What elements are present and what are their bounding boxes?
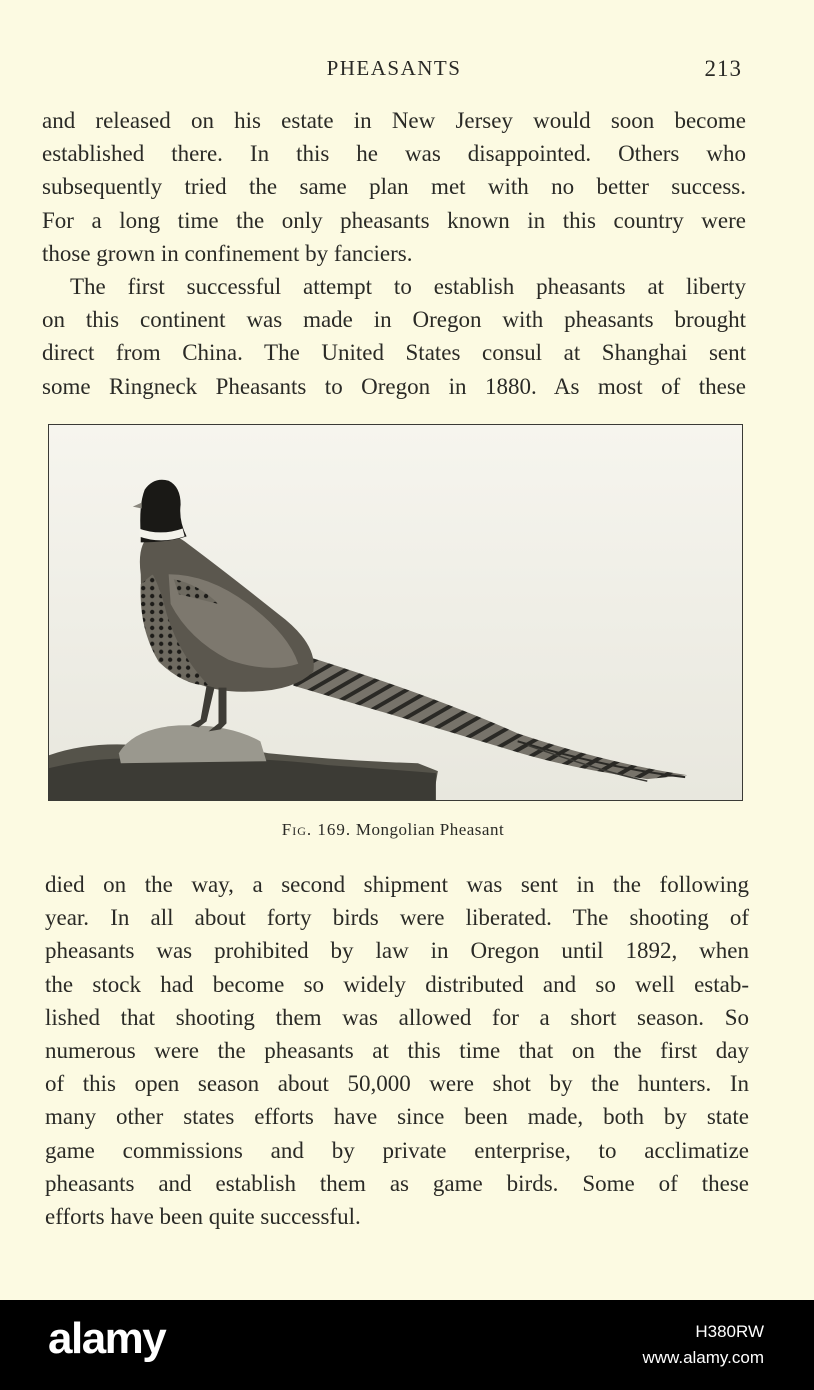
paragraph-2: [42, 270, 746, 403]
text-line: pheasants was prohibited by law in Oregon until 1892, when: [45, 938, 749, 964]
page-header: [42, 56, 746, 86]
text-line: of this open season about 50,000 were shot by the hunters. In: [45, 1071, 749, 1097]
text-line: and released on his estate in New Jersey would soon become: [42, 108, 746, 133]
site-url: www.alamy.com: [642, 1348, 764, 1367]
figure-label: Fig. 169.: [281, 820, 352, 839]
paragraph-3: [45, 868, 749, 1233]
text-line: lished that shooting them was allowed for a short season. So: [45, 1004, 749, 1030]
text-line: The first successful attempt to establish pheasants at liberty: [70, 274, 746, 299]
text-line: established there. In this he was disappointed. Others who: [42, 141, 746, 167]
text-line: For a long time the only pheasants known in this country were: [42, 207, 746, 233]
text-line: numerous were the pheasants at this time that on the first day: [45, 1038, 749, 1064]
image-id: H380RW: [695, 1322, 764, 1341]
watermark-bar: [0, 1300, 814, 1390]
text-line: some Ringneck Pheasants to Oregon in 1880. As most of these: [42, 373, 746, 399]
alamy-logo: alamy: [48, 1314, 166, 1363]
text-line: many other states efforts have since been made, both by state: [45, 1104, 749, 1130]
text-line: pheasants and establish them as game birds. Some of these: [45, 1170, 749, 1196]
figure-caption-text: Mongolian Pheasant: [355, 820, 505, 839]
text-line: game commissions and by private enterprise, to acclimatize: [45, 1137, 749, 1163]
text-line: subsequently tried the same plan met with no better success.: [42, 174, 746, 200]
text-line: efforts have been quite successful.: [45, 1204, 361, 1230]
text-line: the stock had become so widely distributed and so well estab-: [45, 971, 749, 997]
pheasant-illustration: [49, 425, 742, 800]
text-line: year. In all about forty birds were liberated. The shooting of: [45, 905, 749, 931]
paragraph-1: [42, 104, 746, 270]
figure-caption: [0, 820, 786, 840]
running-head: PHEASANTS: [326, 56, 462, 80]
text-line: on this continent was made in Oregon with pheasants brought: [42, 307, 746, 333]
page-number: 213: [704, 56, 742, 81]
text-line: those grown in confinement by fanciers.: [42, 240, 413, 266]
pheasant-figure: [48, 424, 743, 801]
text-line: died on the way, a second shipment was sent in the following: [45, 872, 749, 897]
text-line: direct from China. The United States consul at Shanghai sent: [42, 340, 746, 366]
